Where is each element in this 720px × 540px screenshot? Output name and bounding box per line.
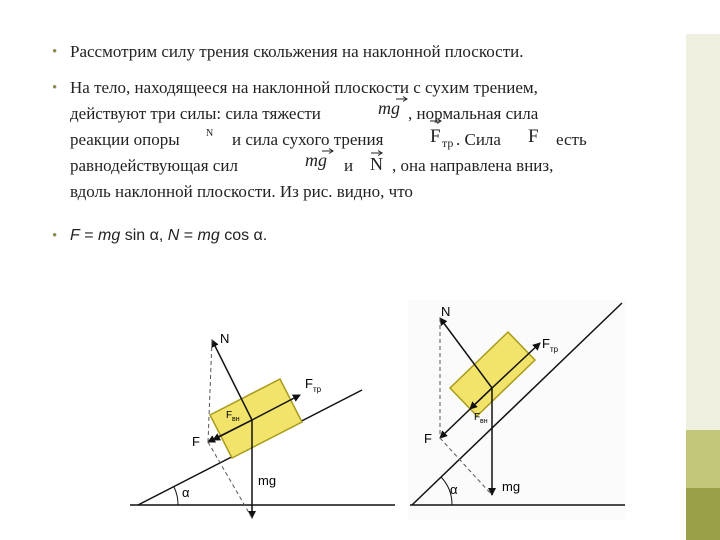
- formula-part: =: [179, 227, 198, 244]
- Fvn-label: F: [226, 410, 233, 421]
- symbol-N-small: N: [206, 128, 214, 139]
- mg-label: mg: [258, 473, 277, 488]
- symbol-mg: mg: [378, 98, 400, 118]
- Ftr-label: F: [305, 376, 313, 391]
- symbol-mg: mg: [305, 150, 327, 170]
- bullet-2-line-3b: и сила сухого трения: [232, 130, 384, 149]
- left-diagram: [130, 331, 395, 518]
- Ftr-label: F: [542, 336, 550, 351]
- bullet-2-line-2b: , нормальная сила: [408, 104, 539, 123]
- bullet-2-line-4b: и: [344, 156, 354, 175]
- F-label: F: [424, 431, 432, 446]
- Ftr-subscript: тр: [550, 345, 559, 354]
- Fvn-subscript: вн: [480, 418, 488, 425]
- bullet-2-line-4c: , она направлена вниз,: [392, 156, 554, 175]
- formula-part: sin α,: [120, 227, 168, 244]
- bullet-2-line-3d: есть: [556, 130, 587, 149]
- bullet-1-text: Рассмотрим силу трения скольжения на наклонной плоскости.: [70, 42, 524, 61]
- symbol-Ftr-subscript: тр: [442, 136, 454, 150]
- formula-part: =: [79, 227, 99, 244]
- bullet-2-line-3c: . Сила: [456, 130, 501, 149]
- dashed-construction-line: [208, 340, 212, 442]
- alpha-label: α: [182, 485, 190, 500]
- Ftr-subscript: тр: [313, 385, 322, 394]
- symbol-N: N: [370, 154, 383, 174]
- formula-part: cos α.: [219, 227, 268, 244]
- F-label: F: [192, 434, 200, 449]
- N-label: N: [220, 331, 230, 346]
- symbol-Ftr: F: [430, 126, 441, 147]
- mg-label: mg: [502, 479, 521, 494]
- N-label: N: [441, 304, 451, 319]
- bullet-2-line-5: вдоль наклонной плоскости. Из рис. видно, что: [70, 182, 413, 201]
- bullet-2-line-2a: действуют три силы: сила тяжести: [70, 104, 321, 123]
- bullet-marker: •: [52, 44, 58, 60]
- angle-arc: [174, 487, 178, 505]
- bullet-marker: •: [52, 80, 58, 96]
- alpha-label: α: [450, 482, 458, 497]
- bullet-marker: •: [52, 228, 58, 244]
- bullet-2-line-1: На тело, находящееся на наклонной плоскости с сухим трением,: [70, 78, 538, 97]
- bullet-2-line-3a: реакции опоры: [70, 130, 180, 149]
- bullet-2-line-4a: равнодействующая сил: [70, 156, 238, 175]
- formula-part: mg: [98, 227, 121, 244]
- symbol-F: F: [528, 126, 539, 147]
- formula-part: F: [70, 227, 80, 244]
- formula-part: N: [167, 227, 180, 244]
- Fvn-subscript: вн: [232, 416, 240, 423]
- formula-part: mg: [197, 227, 220, 244]
- Fvn-label: F: [474, 412, 481, 423]
